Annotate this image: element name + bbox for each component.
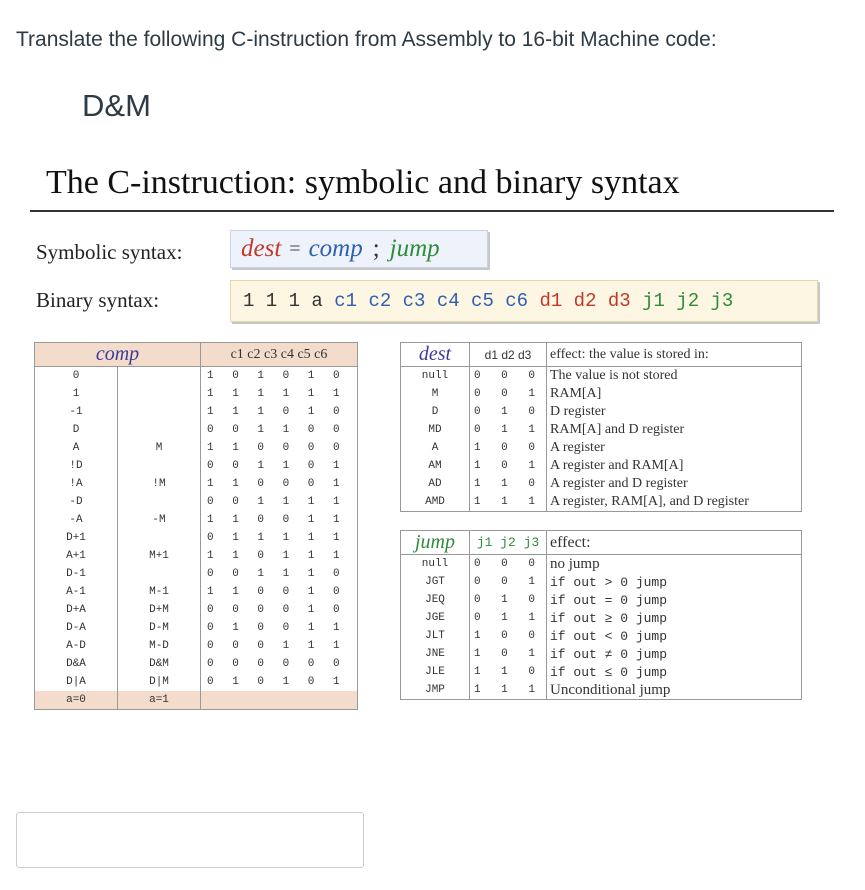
jump-mnemonic-cell: JGE: [401, 609, 470, 627]
comp-row: [35, 403, 358, 421]
comp-row: [35, 547, 358, 565]
comp-bits-cell: 1 1 0 0 1 0: [201, 583, 358, 601]
dest-row: [401, 385, 802, 403]
dest-effect-cell: A register, RAM[A], and D register: [547, 493, 802, 512]
comp-bits-cell: 0 0 0 0 1 0: [201, 601, 358, 619]
comp-footer-blank: [201, 691, 358, 710]
comp-header: comp: [35, 343, 201, 367]
a1-footer: a=1: [118, 691, 201, 710]
comp-a1-cell: [118, 529, 201, 547]
comp-a1-cell: D+M: [118, 601, 201, 619]
comp-bits-cell: 0 0 1 1 1 0: [201, 565, 358, 583]
answer-input[interactable]: [16, 812, 364, 868]
dest-bits-cell: 1 1 1: [470, 493, 547, 512]
comp-a0-cell: !D: [35, 457, 118, 475]
dest-row: [401, 403, 802, 421]
jump-row: [401, 627, 802, 645]
c-instruction-figure: [28, 160, 838, 730]
symbolic-comp: comp: [308, 235, 363, 262]
comp-a1-cell: [118, 421, 201, 439]
title-rule: [30, 210, 834, 212]
comp-a1-cell: !M: [118, 475, 201, 493]
jump-row: [401, 663, 802, 681]
dest-row: [401, 493, 802, 512]
comp-bits-cell: 0 0 1 1 0 0: [201, 421, 358, 439]
symbolic-jump: jump: [389, 235, 440, 262]
dest-effect-cell: A register and D register: [547, 475, 802, 493]
comp-a0-cell: A+1: [35, 547, 118, 565]
dest-effect-cell: RAM[A]: [547, 385, 802, 403]
jump-effect-cell: if out < 0 jump: [547, 627, 802, 645]
comp-row: [35, 421, 358, 439]
binary-dest-bits: d1 d2 d3: [539, 290, 643, 312]
comp-a1-cell: [118, 385, 201, 403]
jump-effect-cell: if out ≠ 0 jump: [547, 645, 802, 663]
comp-row: [35, 583, 358, 601]
comp-row: [35, 367, 358, 386]
jump-effect-header: effect:: [547, 531, 802, 555]
jump-effect-cell: if out = 0 jump: [547, 591, 802, 609]
question-prompt: Translate the following C-instruction from Assembly to 16-bit Machine code:: [16, 28, 717, 51]
comp-bits-cell: 0 1 1 1 1 1: [201, 529, 358, 547]
jump-mnemonic-cell: JLT: [401, 627, 470, 645]
jump-bits-cell: 0 1 1: [470, 609, 547, 627]
jump-row: [401, 591, 802, 609]
comp-a1-cell: [118, 367, 201, 386]
dest-bits-cell: 0 1 1: [470, 421, 547, 439]
jump-mnemonic-cell: JNE: [401, 645, 470, 663]
comp-bits-cell: 0 0 0 1 1 1: [201, 637, 358, 655]
comp-a0-cell: -A: [35, 511, 118, 529]
comp-a0-cell: D&A: [35, 655, 118, 673]
comp-a0-cell: D-A: [35, 619, 118, 637]
dest-bits-cell: 0 0 0: [470, 367, 547, 386]
jump-header: jump: [401, 531, 470, 555]
dest-bits-cell: 1 1 0: [470, 475, 547, 493]
comp-a1-cell: [118, 565, 201, 583]
comp-a0-cell: A-1: [35, 583, 118, 601]
comp-table: [34, 342, 358, 710]
binary-a-bit: a: [311, 290, 335, 312]
comp-row: [35, 475, 358, 493]
dest-table: [400, 342, 802, 512]
comp-bits-cell: 1 1 0 0 0 1: [201, 475, 358, 493]
jump-mnemonic-cell: JMP: [401, 681, 470, 700]
jump-bits-header: j1 j2 j3: [470, 531, 547, 555]
comp-row: [35, 385, 358, 403]
comp-a0-cell: D-1: [35, 565, 118, 583]
comp-a0-cell: D+1: [35, 529, 118, 547]
comp-a1-cell: -M: [118, 511, 201, 529]
dest-effect-cell: A register: [547, 439, 802, 457]
symbolic-syntax-label: Symbolic syntax:: [36, 240, 183, 264]
comp-a1-cell: M: [118, 439, 201, 457]
comp-footer-row: [35, 691, 358, 710]
dest-bits-header: d1 d2 d3: [470, 343, 547, 367]
comp-a0-cell: !A: [35, 475, 118, 493]
dest-bits-cell: 0 1 0: [470, 403, 547, 421]
comp-a1-cell: [118, 493, 201, 511]
jump-table: [400, 530, 802, 700]
comp-a0-cell: 0: [35, 367, 118, 386]
symbolic-dest: dest: [241, 235, 282, 262]
dest-mnemonic-cell: D: [401, 403, 470, 421]
comp-row: [35, 673, 358, 691]
binary-comp-bits: c1 c2 c3 c4 c5 c6: [334, 290, 540, 312]
dest-bits-cell: 1 0 1: [470, 457, 547, 475]
dest-mnemonic-cell: M: [401, 385, 470, 403]
comp-a1-cell: M-1: [118, 583, 201, 601]
comp-row: [35, 637, 358, 655]
jump-effect-cell: no jump: [547, 555, 802, 574]
comp-bits-cell: 0 0 0 0 0 0: [201, 655, 358, 673]
a0-footer: a=0: [35, 691, 118, 710]
jump-bits-cell: 1 0 1: [470, 645, 547, 663]
comp-row: [35, 619, 358, 637]
comp-a0-cell: A-D: [35, 637, 118, 655]
comp-a1-cell: [118, 457, 201, 475]
jump-bits-cell: 0 0 0: [470, 555, 547, 574]
dest-effect-cell: A register and RAM[A]: [547, 457, 802, 475]
jump-mnemonic-cell: JEQ: [401, 591, 470, 609]
comp-a0-cell: -1: [35, 403, 118, 421]
binary-syntax-label: Binary syntax:: [36, 288, 160, 312]
dest-bits-cell: 0 0 1: [470, 385, 547, 403]
dest-mnemonic-cell: AD: [401, 475, 470, 493]
dest-mnemonic-cell: AMD: [401, 493, 470, 512]
comp-bits-header: c1 c2 c3 c4 c5 c6: [201, 343, 358, 367]
jump-effect-cell: if out > 0 jump: [547, 573, 802, 591]
jump-bits-cell: 1 0 0: [470, 627, 547, 645]
jump-row: [401, 609, 802, 627]
comp-bits-cell: 1 1 0 0 0 0: [201, 439, 358, 457]
dest-bits-cell: 1 0 0: [470, 439, 547, 457]
comp-a1-cell: M-D: [118, 637, 201, 655]
jump-bits-cell: 1 1 1: [470, 681, 547, 700]
figure-title: The C-instruction: symbolic and binary syntax: [46, 164, 680, 201]
dest-row: [401, 439, 802, 457]
jump-row: [401, 681, 802, 700]
comp-a0-cell: 1: [35, 385, 118, 403]
dest-effect-cell: D register: [547, 403, 802, 421]
comp-bits-cell: 0 1 0 0 1 1: [201, 619, 358, 637]
comp-bits-cell: 1 1 0 1 1 1: [201, 547, 358, 565]
comp-bits-cell: 1 0 1 0 1 0: [201, 367, 358, 386]
dest-row: [401, 421, 802, 439]
comp-bits-cell: 0 0 1 1 0 1: [201, 457, 358, 475]
comp-bits-cell: 1 1 1 0 1 0: [201, 403, 358, 421]
comp-row: [35, 529, 358, 547]
comp-a1-cell: [118, 403, 201, 421]
dest-effect-cell: RAM[A] and D register: [547, 421, 802, 439]
comp-row: [35, 601, 358, 619]
comp-a1-cell: D|M: [118, 673, 201, 691]
comp-a0-cell: -D: [35, 493, 118, 511]
dest-mnemonic-cell: A: [401, 439, 470, 457]
symbolic-syntax-box: [230, 230, 488, 268]
jump-row: [401, 573, 802, 591]
jump-effect-cell: Unconditional jump: [547, 681, 802, 700]
binary-syntax-box: [230, 280, 818, 322]
binary-jump-bits: j1 j2 j3: [642, 290, 734, 312]
dest-mnemonic-cell: AM: [401, 457, 470, 475]
comp-row: [35, 565, 358, 583]
comp-a0-cell: A: [35, 439, 118, 457]
comp-a0-cell: D+A: [35, 601, 118, 619]
comp-a0-cell: D|A: [35, 673, 118, 691]
comp-row: [35, 655, 358, 673]
comp-row: [35, 493, 358, 511]
symbolic-semicolon: ;: [372, 235, 380, 262]
dest-effect-header: effect: the value is stored in:: [547, 343, 802, 367]
comp-a0-cell: D: [35, 421, 118, 439]
jump-mnemonic-cell: null: [401, 555, 470, 574]
dest-row: [401, 367, 802, 386]
jump-row: [401, 645, 802, 663]
comp-a1-cell: D&M: [118, 655, 201, 673]
comp-row: [35, 511, 358, 529]
assembly-instruction: D&M: [82, 88, 151, 123]
comp-bits-cell: 0 1 0 1 0 1: [201, 673, 358, 691]
comp-a1-cell: M+1: [118, 547, 201, 565]
comp-row: [35, 457, 358, 475]
dest-row: [401, 475, 802, 493]
symbolic-equals: =: [289, 237, 301, 260]
comp-row: [35, 439, 358, 457]
jump-bits-cell: 0 1 0: [470, 591, 547, 609]
jump-bits-cell: 0 0 1: [470, 573, 547, 591]
binary-fixed-bits: 1 1 1: [243, 290, 312, 312]
comp-bits-cell: 1 1 0 0 1 1: [201, 511, 358, 529]
jump-mnemonic-cell: JLE: [401, 663, 470, 681]
comp-a1-cell: D-M: [118, 619, 201, 637]
comp-bits-cell: 0 0 1 1 1 1: [201, 493, 358, 511]
dest-header: dest: [401, 343, 470, 367]
dest-row: [401, 457, 802, 475]
comp-bits-cell: 1 1 1 1 1 1: [201, 385, 358, 403]
dest-effect-cell: The value is not stored: [547, 367, 802, 386]
dest-mnemonic-cell: MD: [401, 421, 470, 439]
jump-mnemonic-cell: JGT: [401, 573, 470, 591]
jump-row: [401, 555, 802, 574]
jump-effect-cell: if out ≤ 0 jump: [547, 663, 802, 681]
jump-effect-cell: if out ≥ 0 jump: [547, 609, 802, 627]
dest-mnemonic-cell: null: [401, 367, 470, 386]
jump-bits-cell: 1 1 0: [470, 663, 547, 681]
